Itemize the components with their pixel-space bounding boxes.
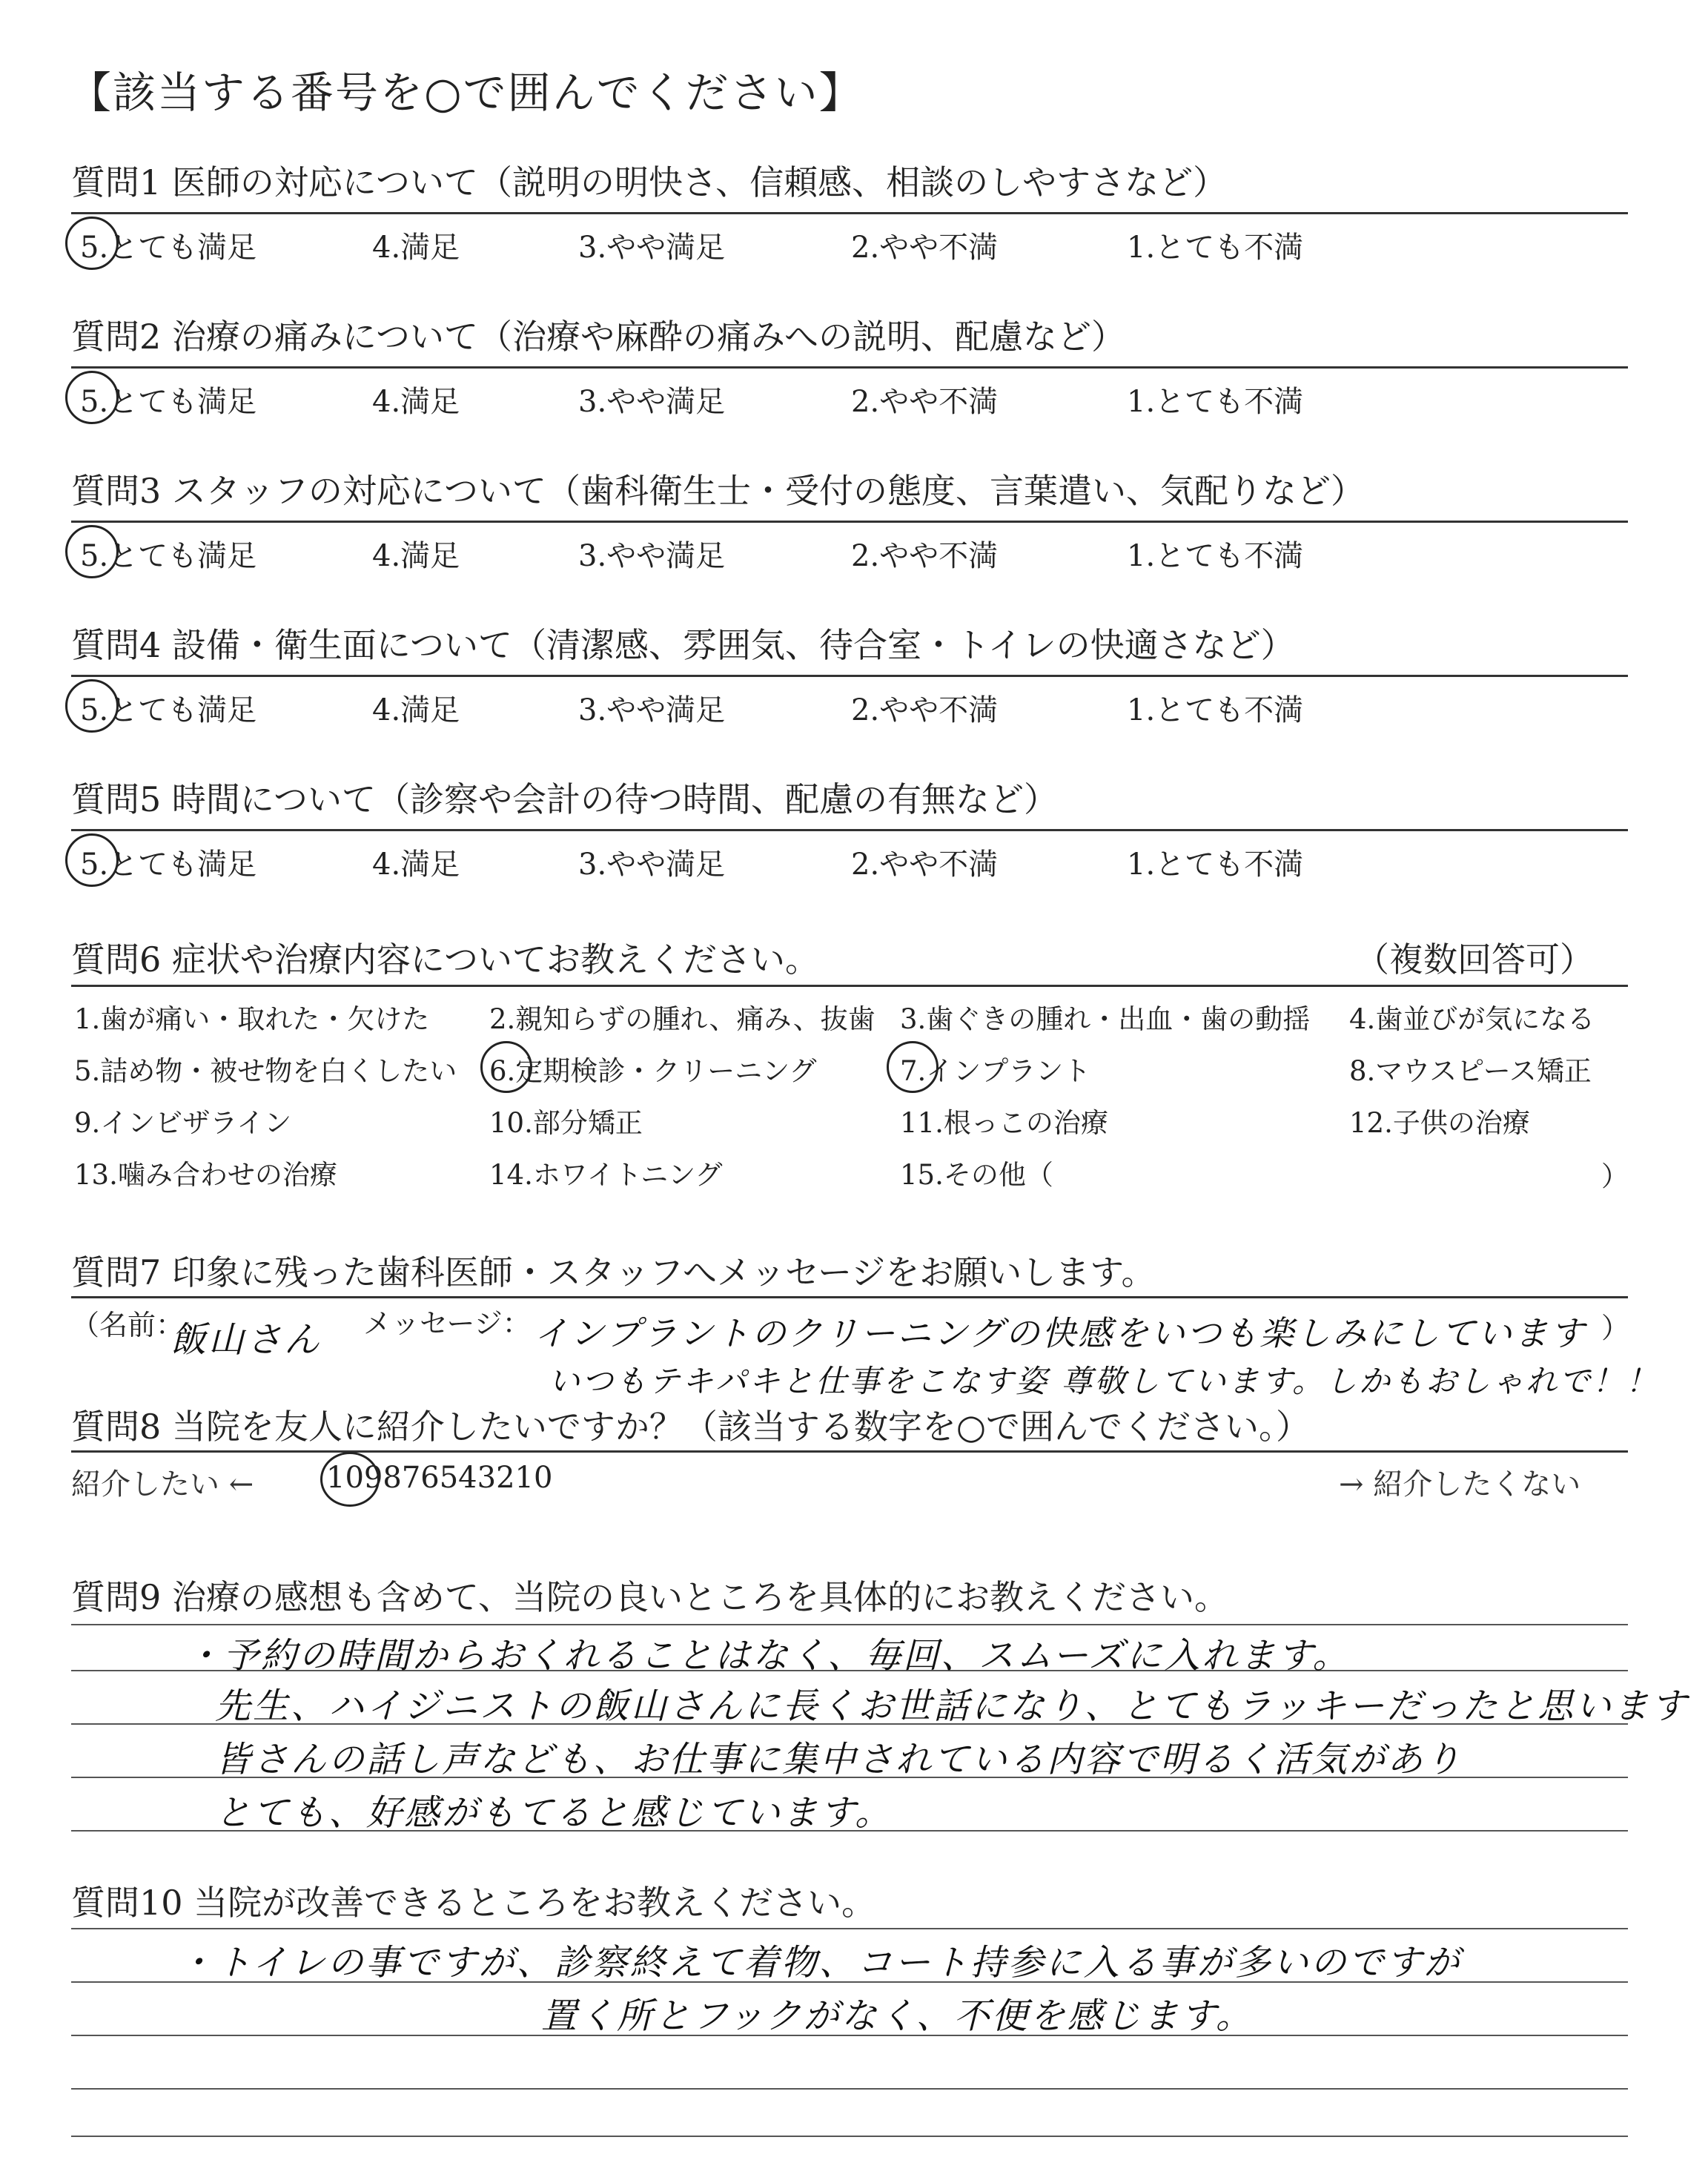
q6-option-12[interactable]: 12.子供の治療 <box>1349 1107 1530 1139</box>
q6-title: 質問6 症状や治療内容についてお教えください。 <box>71 939 819 980</box>
q4-title: 質問4 設備・衛生面について（清潔感、雰囲気、待合室・トイレの快適さなど） <box>71 625 1295 665</box>
q6-other-close: ） <box>1601 1160 1629 1192</box>
q9-answer-line-1[interactable]: ・予約の時間からおくれることはなく、毎回、スムーズに入れます。 <box>185 1635 1351 1677</box>
q8-scale-7[interactable]: 7 <box>401 1461 421 1495</box>
q4-option-1[interactable]: 1.とても不満 <box>1127 693 1304 727</box>
q8-scale-8[interactable]: 8 <box>383 1461 402 1495</box>
q2-option-3[interactable]: 3.やや満足 <box>578 385 726 419</box>
q7-message-line-1[interactable]: インプラントのクリーニングの快感をいつも楽しみにしています <box>534 1313 1587 1353</box>
q5-divider <box>71 829 1628 831</box>
q9-answer-line-4[interactable]: とても、好感がもてると感じています。 <box>215 1792 893 1834</box>
q7-divider <box>71 1296 1628 1298</box>
q6-option-13[interactable]: 13.噛み合わせの治療 <box>74 1159 337 1191</box>
q2-title: 質問2 治療の痛みについて（治療や麻酔の痛みへの説明、配慮など） <box>71 317 1126 357</box>
q8-divider <box>71 1450 1628 1453</box>
q5-option-3[interactable]: 3.やや満足 <box>578 848 726 882</box>
q6-option-3[interactable]: 3.歯ぐきの腫れ・出血・歯の動揺 <box>900 1003 1311 1035</box>
q10-divider <box>71 1928 1628 1929</box>
q2-option-4[interactable]: 4.満足 <box>372 385 460 419</box>
q3-option-5[interactable]: 5.とても満足 <box>80 539 257 573</box>
q6-option-7[interactable]: 7.インプラント <box>900 1055 1091 1087</box>
q4-divider <box>71 675 1628 677</box>
q6-selected-circle-1 <box>480 1041 532 1093</box>
q3-option-3[interactable]: 3.やや満足 <box>578 539 726 573</box>
q6-option-4[interactable]: 4.歯並びが気になる <box>1349 1003 1595 1035</box>
q7-close-paren: ） <box>1601 1312 1630 1344</box>
q2-option-1[interactable]: 1.とても不満 <box>1127 385 1304 419</box>
q6-option-14[interactable]: 14.ホワイトニング <box>489 1159 723 1191</box>
q8-scale-3[interactable]: 3 <box>477 1461 497 1495</box>
q8-scale-10[interactable]: 10 <box>326 1461 364 1495</box>
q1-option-3[interactable]: 3.やや満足 <box>578 231 726 265</box>
q8-title: 質問8 当院を友人に紹介したいですか？（該当する数字を○で囲んでください。） <box>71 1407 1311 1447</box>
page-title: 【該当する番号を○で囲んでください】 <box>68 67 864 118</box>
q5-option-1[interactable]: 1.とても不満 <box>1127 848 1304 882</box>
q2-option-2[interactable]: 2.やや不満 <box>851 385 999 419</box>
q9-answer-line-3[interactable]: 皆さんの話し声なども、お仕事に集中されている内容で明るく活気があり <box>215 1739 1463 1780</box>
q1-title: 質問1 医師の対応について（説明の明快さ、信頼感、相談のしやすさなど） <box>71 162 1228 202</box>
q5-selected-circle <box>65 833 119 887</box>
q3-option-4[interactable]: 4.満足 <box>372 539 460 573</box>
q3-option-2[interactable]: 2.やや不満 <box>851 539 999 573</box>
q10-rule <box>71 2088 1628 2090</box>
q10-rule <box>71 2136 1628 2137</box>
q6-selected-circle-2 <box>887 1041 939 1093</box>
q8-left-label: 紹介したい ← <box>71 1467 254 1502</box>
q3-option-1[interactable]: 1.とても不満 <box>1127 539 1304 573</box>
q6-option-10[interactable]: 10.部分矯正 <box>489 1107 643 1139</box>
q8-scale-0[interactable]: 0 <box>533 1461 553 1495</box>
q7-title: 質問7 印象に残った歯科医師・スタッフへメッセージをお願いします。 <box>71 1252 1156 1292</box>
q5-option-4[interactable]: 4.満足 <box>372 848 460 882</box>
q8-scale-4[interactable]: 4 <box>458 1461 477 1495</box>
q4-selected-circle <box>65 679 119 733</box>
q1-option-1[interactable]: 1.とても不満 <box>1127 231 1304 265</box>
q9-title: 質問9 治療の感想も含めて、当院の良いところを具体的にお教えください。 <box>71 1577 1228 1617</box>
q1-option-2[interactable]: 2.やや不満 <box>851 231 999 265</box>
q6-option-15[interactable]: 15.その他（ <box>900 1159 1053 1191</box>
q6-option-1[interactable]: 1.歯が痛い・取れた・欠けた <box>74 1003 430 1035</box>
q8-right-label: → 紹介したくない <box>1339 1467 1581 1502</box>
q3-selected-circle <box>65 525 119 578</box>
q1-option-4[interactable]: 4.満足 <box>372 231 460 265</box>
q6-divider <box>71 985 1628 987</box>
q6-option-8[interactable]: 8.マウスピース矯正 <box>1349 1055 1592 1087</box>
q4-option-5[interactable]: 5.とても満足 <box>80 693 257 727</box>
q5-option-2[interactable]: 2.やや不満 <box>851 848 999 882</box>
q8-scale-9[interactable]: 9 <box>363 1461 383 1495</box>
q9-divider <box>71 1624 1628 1625</box>
q2-selected-circle <box>65 371 119 424</box>
q5-option-5[interactable]: 5.とても満足 <box>80 848 257 882</box>
q2-divider <box>71 366 1628 369</box>
q6-note: （複数回答可） <box>1355 939 1594 980</box>
q8-scale-5[interactable]: 5 <box>439 1461 459 1495</box>
q7-message-line-2[interactable]: いつもテキパキと仕事をこなす姿 尊敬しています。しかもおしゃれで！！ <box>549 1363 1659 1399</box>
q1-option-5[interactable]: 5.とても満足 <box>80 231 257 265</box>
q8-scale-6[interactable]: 6 <box>420 1461 440 1495</box>
q10-answer-line-1[interactable]: ・トイレの事ですが、診察終えて着物、コート持参に入る事が多いのですが <box>178 1942 1462 1984</box>
q1-selected-circle <box>65 217 119 270</box>
q10-title: 質問10 当院が改善できるところをお教えください。 <box>71 1883 876 1923</box>
q8-scale-1[interactable]: 1 <box>514 1461 534 1495</box>
q7-name-value[interactable]: 飯山さん <box>171 1319 322 1361</box>
q7-name-label: （名前： <box>71 1309 185 1341</box>
q9-answer-line-2[interactable]: 先生、ハイジニストの飯山さんに長くお世話になり、とてもラッキーだったと思います <box>215 1685 1689 1727</box>
q4-option-4[interactable]: 4.満足 <box>372 693 460 727</box>
q4-option-3[interactable]: 3.やや満足 <box>578 693 726 727</box>
q4-option-2[interactable]: 2.やや不満 <box>851 693 999 727</box>
q6-option-5[interactable]: 5.詰め物・被せ物を白くしたい <box>74 1055 457 1087</box>
q6-option-11[interactable]: 11.根っこの治療 <box>900 1107 1108 1139</box>
q2-option-5[interactable]: 5.とても満足 <box>80 385 257 419</box>
q6-option-6[interactable]: 6.定期検診・クリーニング <box>489 1055 817 1087</box>
q8-scale-2[interactable]: 2 <box>496 1461 515 1495</box>
q1-divider <box>71 212 1628 214</box>
q6-option-9[interactable]: 9.インビザライン <box>74 1107 292 1139</box>
q10-answer-line-2[interactable]: 置く所とフックがなく、不便を感じます。 <box>541 1995 1254 2037</box>
q3-title: 質問3 スタッフの対応について（歯科衛生士・受付の態度、言葉遣い、気配りなど） <box>71 471 1365 511</box>
q6-option-2[interactable]: 2.親知らずの腫れ、痛み、抜歯 <box>489 1003 875 1035</box>
q7-message-label: メッセージ： <box>363 1307 531 1340</box>
q3-divider <box>71 521 1628 523</box>
q8-selected-circle <box>320 1452 380 1507</box>
q5-title: 質問5 時間について（診察や会計の待つ時間、配慮の有無など） <box>71 779 1058 819</box>
